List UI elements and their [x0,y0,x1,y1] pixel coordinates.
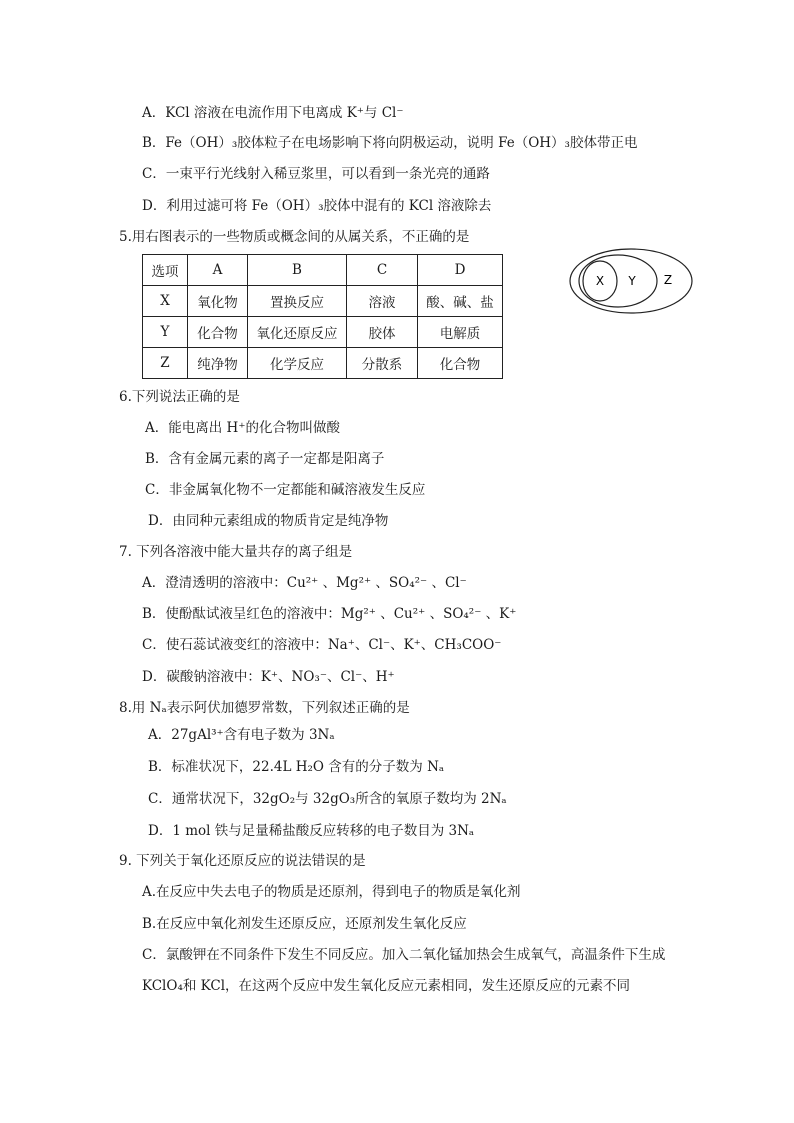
q6-option-c: C．非金属氧化物不一定都能和碱溶液发生反应 [145,482,426,498]
q8-option-b: B．标准状况下，22.4L H₂O 含有的分子数为 Nₐ [148,759,445,775]
q7-option-c: C．使石蕊试液变红的溶液中：Na⁺、Cl⁻、K⁺、CH₃COO⁻ [142,637,502,653]
q7-option-a: A．澄清透明的溶液中：Cu²⁺ 、Mg²⁺ 、SO₄²⁻ 、Cl⁻ [142,575,467,591]
q4-option-c: C．一束平行光线射入稀豆浆里，可以看到一条光亮的通路 [142,166,490,182]
q8-option-a: A．27gAl³⁺含有电子数为 3Nₐ [148,727,335,743]
q4-option-a: A．KCl 溶液在电流作用下电离成 K⁺与 Cl⁻ [142,105,404,121]
venn-label-y: Y [628,274,636,288]
q7-option-b: B．使酚酞试液呈红色的溶液中：Mg²⁺ 、Cu²⁺ 、SO₄²⁻ 、K⁺ [142,606,517,622]
table-header-cell: C [347,255,418,286]
q9-option-a: A.在反应中失去电子的物质是还原剂，得到电子的物质是氧化剂 [142,884,521,900]
venn-middle-ellipse [579,255,657,307]
table-cell: 纯净物 [188,348,248,379]
q9-option-c-line2: KClO₄和 KCl，在这两个反应中发生氧化反应元素相同，发生还原反应的元素不同 [142,978,631,994]
table-cell: 电解质 [418,317,503,348]
venn-label-z: Z [663,273,673,287]
table-header-cell: B [248,255,347,286]
table-cell: Z [143,348,188,379]
q6-option-b: B．含有金属元素的离子一定都是阳离子 [145,451,385,467]
q6-option-a: A．能电离出 H⁺的化合物叫做酸 [145,420,340,436]
q5-table [142,254,503,379]
table-cell: X [143,286,188,317]
table-cell: 化合物 [418,348,503,379]
table-row [143,255,503,286]
q6-stem: 6.下列说法正确的是 [119,389,240,405]
table-header-cell: 选项 [143,255,188,286]
table-cell: 化合物 [188,317,248,348]
table-cell: Y [143,317,188,348]
table-cell: 溶液 [347,286,418,317]
q8-option-d: D．1 mol 铁与足量稀盐酸反应转移的电子数目为 3Nₐ [148,823,475,839]
q8-option-c: C．通常状况下，32gO₂与 32gO₃所含的氧原子数均为 2Nₐ [148,791,507,807]
table-row [143,348,503,379]
q4-option-d: D．利用过滤可将 Fe（OH）₃胶体中混有的 KCl 溶液除去 [142,198,492,214]
venn-diagram [568,247,698,317]
table-header-cell: D [418,255,503,286]
table-row [143,317,503,348]
table-cell: 酸、碱、盐 [418,286,503,317]
q8-stem: 8.用 Nₐ表示阿伏加德罗常数，下列叙述正确的是 [119,700,410,716]
table-cell: 胶体 [347,317,418,348]
q4-option-b: B．Fe（OH）₃胶体粒子在电场影响下将向阴极运动，说明 Fe（OH）₃胶体带正电 [142,135,638,151]
q7-stem: 7. 下列各溶液中能大量共存的离子组是 [119,544,353,560]
table-cell: 化学反应 [248,348,347,379]
q6-option-d: D．由同种元素组成的物质肯定是纯净物 [148,513,389,529]
table-header-cell: A [188,255,248,286]
q5-stem: 5.用右图表示的一些物质或概念间的从属关系，不正确的是 [119,229,470,245]
q9-option-b: B.在反应中氧化剂发生还原反应，还原剂发生氧化反应 [142,916,467,932]
q9-stem: 9. 下列关于氧化还原反应的说法错误的是 [119,853,366,869]
table-cell: 分散系 [347,348,418,379]
q9-option-c-line1: C．氯酸钾在不同条件下发生不同反应。加入二氧化锰加热会生成氧气，高温条件下生成 [142,947,666,963]
table-cell: 氧化物 [188,286,248,317]
table-row [143,286,503,317]
venn-label-x: X [595,274,605,288]
q7-option-d: D．碳酸钠溶液中：K⁺、NO₃⁻、Cl⁻、H⁺ [142,669,395,685]
table-cell: 置换反应 [248,286,347,317]
table-cell: 氧化还原反应 [248,317,347,348]
